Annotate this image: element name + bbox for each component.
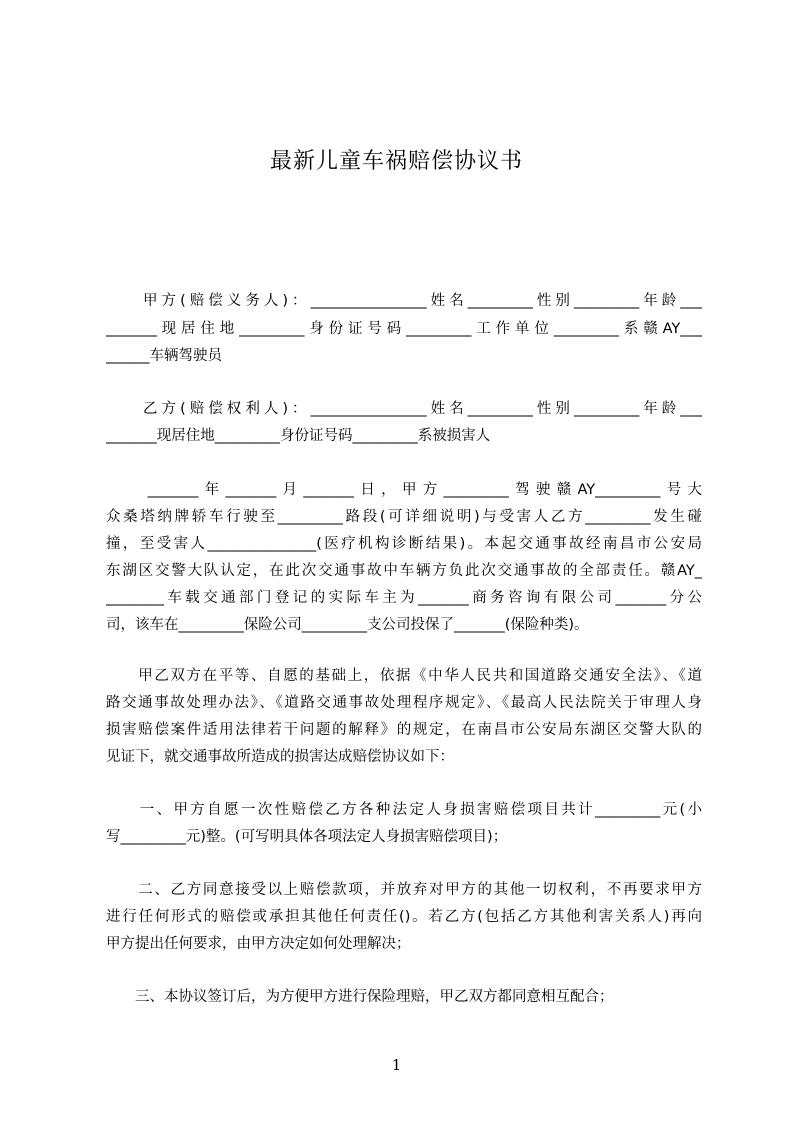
accident-line-6: 司，该车在_________保险公司_________支公司投保了_______(保险种类)。 bbox=[106, 617, 589, 633]
party-a-line-1: 甲方(赔偿义务人)：________________姓名_________性别_________年龄___ bbox=[106, 293, 702, 309]
party-a-line-2: _______现居住地_________身份证号码_________工作单位_________系赣AY___ bbox=[106, 321, 702, 337]
document-title: 最新儿童车祸赔偿协议书 bbox=[269, 149, 523, 174]
page-number: 1 bbox=[391, 1056, 402, 1074]
clause-1-line-1: 一、甲方自愿一次性赔偿乙方各种法定人身损害赔偿项目共计_________元(小 bbox=[106, 802, 702, 818]
clause-2-line-3: 甲方提出任何要求，由甲方决定如何处理解决； bbox=[106, 936, 411, 952]
clause-2-line-2: 进行任何形式的赔偿或承担其他任何责任()。若乙方(包括乙方其他利害关系人)再向 bbox=[106, 909, 702, 925]
clause-1-line-2: 写_________元)整。(可写明具体各项法定人身损害赔偿项目)； bbox=[106, 829, 508, 845]
basis-line-4: 见证下，就交通事故所造成的损害达成赔偿协议如下： bbox=[106, 749, 454, 765]
party-a-line-3: ______车辆驾驶员 bbox=[106, 348, 222, 364]
basis-line-3: 损害赔偿案件适用法律若干问题的解释》的规定，在南昌市公安局东湖区交警大队的 bbox=[106, 722, 702, 738]
accident-line-3: 撞，至受害人_______________(医疗机构诊断结果)。本起交通事故经南昌市公安局 bbox=[106, 536, 702, 552]
accident-line-2: 众桑塔纳牌轿车行驶至_________路段(可详细说明)与受害人乙方_________发生碰 bbox=[106, 509, 702, 525]
basis-line-2: 路交通事故处理办法》、《道路交通事故处理程序规定》、《最高人民法院关于审理人身 bbox=[106, 695, 702, 711]
accident-line-4: 东湖区交警大队认定，在此次交通事故中车辆方负此次交通事故的全部责任。赣AY_ bbox=[106, 563, 702, 579]
party-b-line-2: _______现居住地_________身份证号码_________系被损害人 bbox=[106, 428, 491, 444]
party-b-line-1: 乙方(赔偿权利人)：________________姓名_________性别_________年龄___ bbox=[106, 401, 702, 417]
clause-3-line-1: 三、本协议签订后，为方便甲方进行保险理赔，甲乙双方都同意相互配合； bbox=[106, 989, 614, 1005]
accident-line-1: _______年_______月_______日，甲方_________驾驶赣AY_________号大 bbox=[106, 482, 702, 498]
accident-line-5: ________车载交通部门登记的实际车主为_______商务咨询有限公司_______分公 bbox=[106, 590, 702, 606]
clause-2-line-1: 二、乙方同意接受以上赔偿款项，并放弃对甲方的其他一切权利，不再要求甲方 bbox=[106, 882, 702, 898]
basis-line-1: 甲乙双方在平等、自愿的基础上，依据《中华人民共和国道路交通安全法》、《道 bbox=[106, 668, 702, 684]
